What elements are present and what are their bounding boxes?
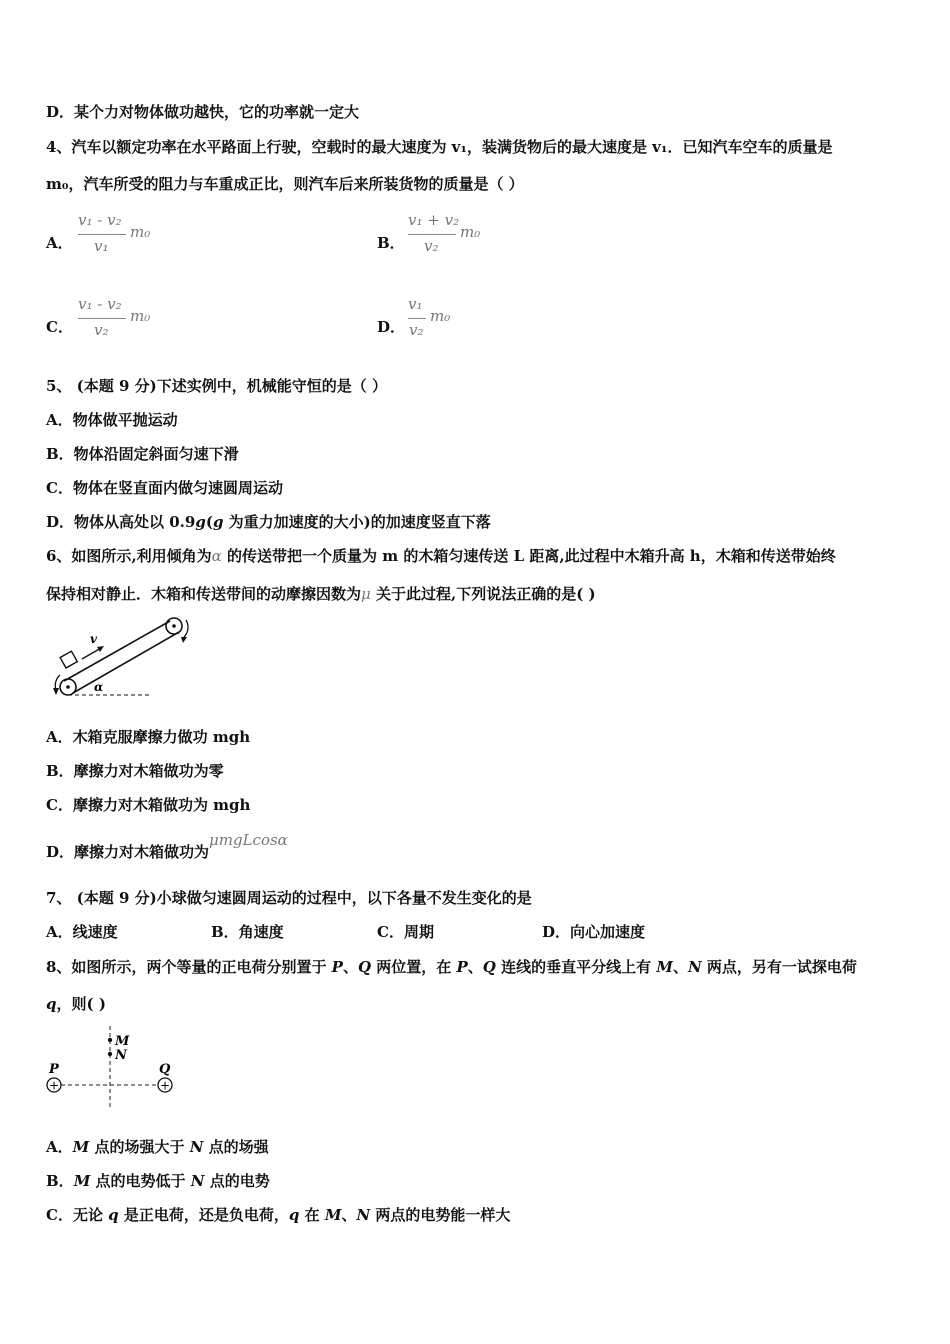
q8-text: 点的电势	[204, 1172, 270, 1190]
fraction-numerator: v₁ - v₂	[78, 295, 122, 313]
lower-pulley-axle	[66, 685, 70, 689]
mass-symbol: m₀	[430, 307, 451, 325]
q6-option-c: C．摩擦力对木箱做功为 mgh	[46, 796, 251, 814]
q6-text: 的传送带把一个质量为 m 的木箱匀速传送 L 距离,此过程中木箱升高 h，木箱和传送带始终	[221, 547, 836, 565]
q8-text: 、	[672, 958, 688, 976]
q6-option-d-text: D．摩擦力对木箱做功为	[46, 843, 210, 861]
q6-text: 保持相对静止．木箱和传送带间的动摩擦因数为	[46, 585, 362, 603]
symbol-m: M	[72, 1138, 90, 1156]
point-m	[108, 1038, 112, 1042]
q8-text: 8、如图所示，两个等量的正电荷分别置于	[46, 958, 332, 976]
symbol-q-point: Q	[357, 958, 372, 976]
rotation-arrow-right	[184, 620, 188, 637]
q8-stem-line1	[46, 957, 857, 977]
label-m: M	[115, 1034, 130, 1049]
q4-option-d-formula	[408, 295, 468, 345]
q6-text: 关于此过程,下列说法正确的是( )	[370, 585, 596, 603]
symbol-q-charge: q	[288, 1206, 300, 1224]
q5-option-d-text-tail: 为重力加速度的大小)的加速度竖直下落	[223, 513, 491, 531]
q8-text: 是正电荷，还是负电荷，	[118, 1206, 289, 1224]
charge-p-sign: +	[48, 1078, 60, 1093]
q6-option-b: B．摩擦力对木箱做功为零	[46, 762, 224, 780]
q6-option-a: A．木箱克服摩擦力做功 mgh	[46, 728, 251, 746]
q5-option-b: B．物体沿固定斜面匀速下滑	[46, 445, 239, 463]
fraction-denominator: v₂	[424, 237, 439, 255]
q5-option-d-text: D．物体从高处以 0.9	[46, 513, 196, 531]
symbol-q-charge: q	[46, 995, 57, 1013]
q6-stem-line1	[46, 546, 836, 566]
charges-figure	[40, 1024, 190, 1114]
rotation-arrowhead-right	[181, 637, 187, 643]
mass-symbol: m₀	[130, 307, 151, 325]
symbol-n: N	[190, 1172, 205, 1190]
q8-text: A．	[46, 1138, 73, 1156]
symbol-n: N	[189, 1138, 204, 1156]
q5-stem: 5、 (本题 9 分)下述实例中，机械能守恒的是（ ）	[46, 377, 387, 395]
q6-text: 6、如图所示,利用倾角为	[46, 547, 212, 565]
q7-stem: 7、 (本题 9 分)小球做匀速圆周运动的过程中，以下各量不发生变化的是	[46, 889, 532, 907]
q4-stem-line2: m₀，汽车所受的阻力与车重成正比，则汽车后来所装货物的质量是（ ）	[46, 175, 524, 193]
symbol-q-point: Q	[482, 958, 496, 976]
q7-option-c: C．周期	[377, 923, 434, 941]
fraction-numerator: v₁	[408, 295, 423, 313]
q8-text: 在	[299, 1206, 325, 1224]
fraction-numerator: v₁ + v₂	[408, 211, 460, 229]
q8-text: B．	[46, 1172, 74, 1190]
velocity-label: v	[90, 632, 97, 646]
q4-option-a-formula	[78, 211, 158, 261]
q8-stem-line2	[46, 994, 106, 1014]
q4-option-d-label: D．	[377, 318, 406, 336]
q5-option-c: C．物体在竖直面内做匀速圆周运动	[46, 479, 283, 497]
symbol-p: P	[456, 958, 468, 976]
fraction-bar	[78, 234, 126, 235]
q8-text: 、	[467, 958, 483, 976]
symbol-m: M	[73, 1172, 91, 1190]
mass-symbol: m₀	[130, 223, 151, 241]
q8-text: ，则( )	[56, 995, 106, 1013]
q4-option-c-formula	[78, 295, 158, 345]
q4-option-a-label: A．	[46, 234, 73, 252]
q7-option-a: A．线速度	[46, 923, 118, 941]
symbol-q-charge: q	[108, 1206, 119, 1224]
fraction-denominator: v₂	[409, 321, 424, 339]
q8-text: 点的场强	[203, 1138, 269, 1156]
fraction-denominator: v₂	[94, 321, 109, 339]
symbol-p: P	[331, 958, 343, 976]
conveyor-belt-figure	[44, 612, 194, 702]
q4-option-b-formula	[408, 211, 488, 261]
symbol-m: M	[656, 958, 673, 976]
q6-option-d-expression: μmgLcosα	[209, 831, 288, 849]
symbol-m: M	[324, 1206, 342, 1224]
q7-option-d: D．向心加速度	[542, 923, 646, 941]
symbol-n: N	[687, 958, 702, 976]
mu-symbol: μ	[361, 585, 371, 603]
symbol-g: g	[212, 513, 224, 531]
label-n: N	[115, 1048, 127, 1063]
q8-text: 、	[342, 958, 358, 976]
q8-option-b	[46, 1171, 270, 1191]
q8-text: 点的电势低于	[90, 1172, 191, 1190]
q4-stem-line1: 4、汽车以额定功率在水平路面上行驶，空载时的最大速度为 v₁，装满货物后的最大速度是 v₁．已知汽车空车的质量是	[46, 138, 833, 156]
fraction-bar	[78, 318, 126, 319]
point-n	[108, 1052, 112, 1056]
mass-symbol: m₀	[460, 223, 481, 241]
fraction-numerator: v₁ - v₂	[78, 211, 122, 229]
q8-text: 两点，另有一试探电荷	[701, 958, 857, 976]
fraction-bar	[408, 318, 426, 319]
charge-q-sign: +	[159, 1078, 171, 1093]
paren: (	[205, 513, 213, 531]
q8-text: 点的场强大于	[89, 1138, 190, 1156]
q4-option-c-label: C．	[46, 318, 73, 336]
q4-option-b-label: B．	[377, 234, 405, 252]
crate	[60, 651, 77, 668]
label-q: Q	[159, 1062, 171, 1077]
q8-text: 连线的垂直平分线上有	[495, 958, 657, 976]
symbol-g: g	[195, 513, 206, 531]
fraction-denominator: v₁	[94, 237, 109, 255]
belt-top	[64, 621, 170, 681]
alpha-symbol: α	[211, 547, 222, 565]
q5-option-d	[46, 512, 491, 532]
q7-option-b: B．角速度	[211, 923, 284, 941]
q8-option-a	[46, 1137, 269, 1157]
symbol-n: N	[356, 1206, 371, 1224]
belt-bottom	[73, 632, 179, 693]
angle-label: α	[94, 680, 104, 694]
upper-pulley-axle	[172, 624, 176, 628]
fraction-bar	[408, 234, 456, 235]
velocity-arrow	[82, 648, 101, 659]
q8-text: 两点的电势能一样大	[370, 1206, 511, 1224]
rotation-arrowhead-left	[53, 688, 59, 695]
q5-option-a: A．物体做平抛运动	[46, 411, 178, 429]
q6-option-d	[46, 831, 288, 862]
q3-option-d: D．某个力对物体做功越快，它的功率就一定大	[46, 103, 360, 121]
q6-stem-line2	[46, 584, 596, 604]
q8-option-c	[46, 1205, 510, 1225]
q8-text: C．无论	[46, 1206, 109, 1224]
label-p: P	[49, 1062, 59, 1077]
q8-text: 、	[341, 1206, 357, 1224]
q8-text: 两位置，在	[371, 958, 457, 976]
